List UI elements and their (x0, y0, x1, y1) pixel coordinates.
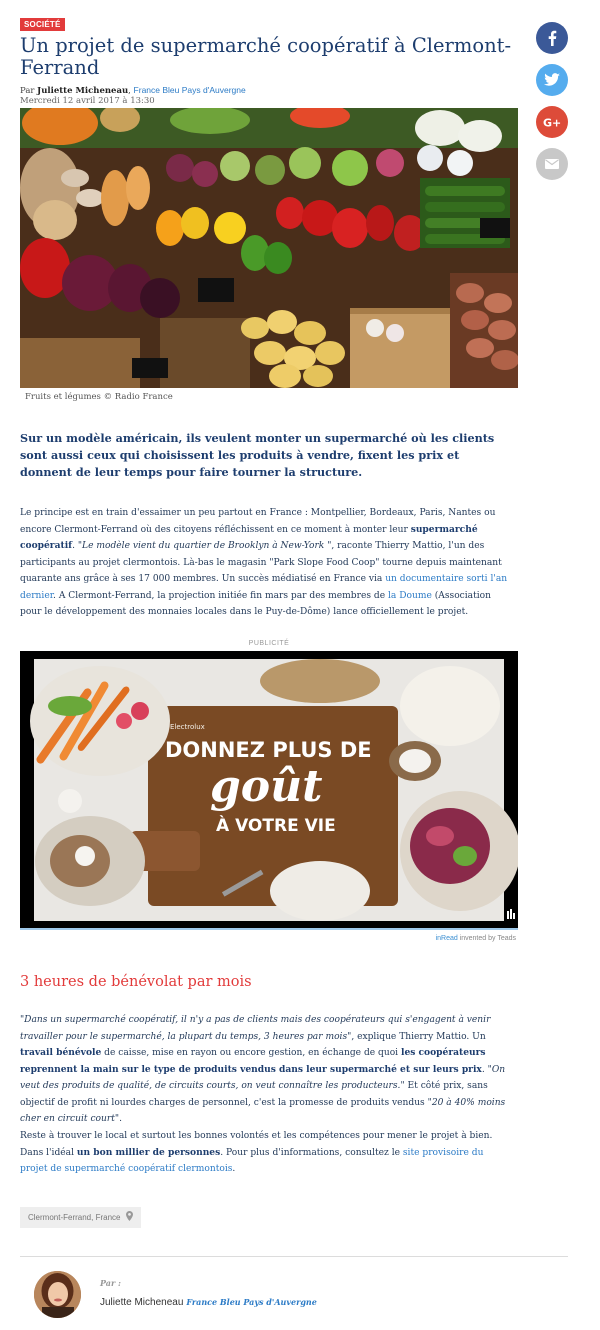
ad-headline-1: DONNEZ PLUS DE (165, 738, 372, 762)
twitter-icon (544, 73, 560, 87)
location-pin-icon (126, 1211, 133, 1221)
documentary-link[interactable]: un documentaire sorti l'an dernier (20, 574, 508, 601)
p2-quote-3: 20 à 40% moins cher en circuit court (20, 1097, 506, 1124)
twitter-share-button[interactable] (536, 64, 568, 96)
byline-source[interactable]: France Bleu Pays d'Auvergne (133, 85, 246, 95)
google-plus-share-button[interactable] (536, 106, 568, 138)
la-doume-link[interactable]: la Doume (388, 590, 432, 601)
p1-text-5: (Association pour le développement des monnaies locales dans le Puy-de-Dôme) lance officiellement le projet. (20, 590, 491, 617)
article-lead: Sur un modèle américain, ils veulent monter un supermarché où les clients sont aussi ceux qui choisissent les produits à vendre, fixent les prix et donnent de leur temps pour faire tourner la structure. (20, 431, 495, 479)
paragraph-2 (20, 1012, 512, 1128)
p1-quote-1: Le modèle vient du quartier de Brooklyn à New-York (82, 541, 325, 551)
ad-label: PUBLICITÉ (248, 640, 290, 647)
paragraph-3 (20, 1128, 512, 1178)
google-plus-icon (543, 116, 561, 128)
inread-label: inRead (435, 935, 458, 942)
p2-bold-2: les coopérateurs reprennent la main sur le type de produits vendus dans leur supermarché et sur leurs prix (20, 1047, 486, 1075)
facebook-icon (545, 30, 559, 46)
inread-credit[interactable] (436, 935, 516, 942)
article-title: Un projet de supermarché coopératif à Clermont-Ferrand (20, 34, 512, 79)
paragraph-1 (20, 505, 512, 621)
p2-text-2: de caisse, mise en rayon ou encore gestion, en échange de quoi (101, 1048, 401, 1058)
ad-progress-bar (20, 928, 518, 930)
p2-text-3: . " (481, 1064, 492, 1075)
project-site-link[interactable]: site provisoire du projet de supermarché coopératif clermontois (20, 1147, 484, 1174)
p3-text-2: . Pour plus d'informations, consultez le (220, 1147, 403, 1158)
p1-bold-1: supermarché coopératif (20, 523, 478, 551)
p2-text-5: ". (114, 1114, 122, 1124)
email-icon (545, 159, 559, 169)
hero-image (20, 108, 518, 388)
p1-text-4: . A Clermont-Ferrand, la projection initiée fin mars par des membres de (53, 590, 388, 601)
p2-bold-1: travail bénévole (20, 1047, 102, 1058)
location-label: Clermont-Ferrand, France (28, 1213, 121, 1222)
inread-suffix: invented by Teads (457, 935, 516, 942)
p1-text-1: Le principe est en train d'essaimer un peu partout en France : Montpellier, Bordeaux, Paris, Nantes ou encore Clermont-Ferrand où des citoyens réfléchissent en ce moment à monter leur (20, 508, 496, 535)
facebook-share-button[interactable] (536, 22, 568, 54)
section-heading: 3 heures de bénévolat par mois (20, 974, 252, 990)
category-tag[interactable]: SOCIÉTÉ (20, 18, 65, 31)
location-chip[interactable] (20, 1207, 141, 1228)
ad-headline-3: À VOTRE VIE (216, 816, 336, 836)
author-box-source[interactable]: France Bleu Pays d'Auvergne (186, 1297, 317, 1307)
publish-date: Mercredi 12 avril 2017 à 13:30 (20, 96, 155, 106)
author-box-label: Par : (100, 1278, 121, 1288)
p2-text-1: ", explique Thierry Mattio. Un (347, 1031, 486, 1042)
image-caption: Fruits et légumes © Radio France (25, 392, 173, 402)
p2-text-4: " Et côté prix, sans objectif de profit ni lourdes charges de personnel, c'est la promesse de produits vendus " (20, 1081, 488, 1108)
article-header (20, 12, 518, 106)
divider (20, 1256, 568, 1257)
p1-text-3: ", raconte Thierry Mattio, l'un des participants au projet clermontois. Là-bas le magasin "Park Slope Food Coop" tourne depuis maintenant quarante ans grâce à ses 17 000 membres. Un succès médiatisé en France via (20, 541, 502, 584)
video-ad[interactable] (20, 651, 518, 929)
byline-prefix: Par (20, 86, 35, 96)
svg-text:G+: G+ (543, 116, 561, 128)
p3-text-3: . (232, 1164, 236, 1174)
p3-bold-1: un bon millier de personnes (76, 1146, 221, 1158)
author-avatar[interactable] (34, 1271, 81, 1318)
byline: Par Juliette Micheneau, France Bleu Pays d'Auvergne (20, 85, 246, 96)
ad-brand: Electrolux (170, 723, 205, 731)
p2-quote-2: On veut des produits de qualité, de circuits courts, on veut connaître les producteurs. (20, 1064, 506, 1091)
p1-text-2: . " (72, 541, 83, 551)
author-box-author[interactable]: Juliette Micheneau (100, 1297, 184, 1308)
p3-text-1: Reste à trouver le local et surtout les bonnes volontés et les compétences pour mener le projet à bien. Dans l'idéal (20, 1131, 493, 1158)
author-box-name (100, 1297, 317, 1308)
ad-headline-2: goût (210, 761, 323, 812)
byline-author[interactable]: Juliette Micheneau (37, 86, 129, 96)
email-share-button[interactable] (536, 148, 568, 180)
p2-quote-1: "Dans un supermarché coopératif, il n'y a pas de clients mais des coopérateurs qui s'engagent à venir travailler pour le supermarché, la plupart du temps, 3 heures par mois (20, 1015, 491, 1042)
